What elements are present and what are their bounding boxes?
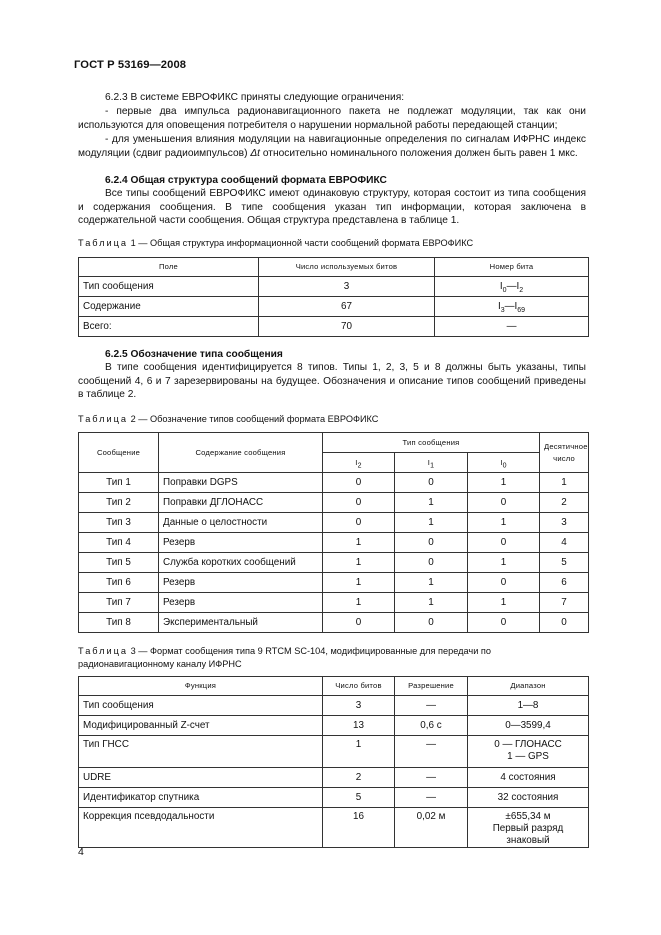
section-624-heading: 6.2.4 Общая структура сообщений формата ЕВРОФИКС xyxy=(105,175,387,186)
table-2-content: Резерв xyxy=(159,533,323,553)
table-2-header-i2 xyxy=(323,453,395,473)
section-623-bullet-2 xyxy=(78,133,586,160)
bit-to-subscript: 69 xyxy=(517,306,526,314)
table-2-message: Тип 6 xyxy=(79,573,159,593)
table-3-bits: 5 xyxy=(323,788,395,808)
table-3-function: Модифицированный Z-счет xyxy=(79,716,323,736)
table-2-bit-i1: 0 xyxy=(395,613,468,633)
bit-letter: I xyxy=(355,457,358,467)
table-2-content: Поправки ДГЛОНАСС xyxy=(159,493,323,513)
table-3-header-function: Функция xyxy=(79,677,323,696)
table-1-header-bit-number: Номер бита xyxy=(435,258,589,277)
table-2-message: Тип 5 xyxy=(79,553,159,573)
table-2-content: Служба коротких сообщений xyxy=(159,553,323,573)
table-3-header-bits: Число битов xyxy=(323,677,395,696)
table-1-field: Содержание xyxy=(79,297,259,317)
section-623-intro: 6.2.3 В системе ЕВРОФИКС приняты следующие ограничения: xyxy=(105,92,405,103)
table-2-decimal: 2 xyxy=(540,493,589,513)
table-3-range xyxy=(468,788,589,808)
table-2-bit-i0: 1 xyxy=(468,513,540,533)
bit-subscript: 1 xyxy=(430,462,435,470)
range-line-1: 0—3599,4 xyxy=(505,719,551,731)
table-row xyxy=(79,277,589,297)
table-2-header-decimal: Десятичное число xyxy=(540,433,589,473)
table-2-decimal: 7 xyxy=(540,593,589,613)
table-row xyxy=(79,613,589,633)
table-2-bit-i2: 0 xyxy=(323,513,395,533)
table-1-bit-range xyxy=(435,297,589,317)
table-row xyxy=(79,788,589,808)
table-1-caption-word: Таблица xyxy=(78,238,129,248)
table-2-message: Тип 8 xyxy=(79,613,159,633)
table-2-bit-i2: 1 xyxy=(323,593,395,613)
table-1-bits: 3 xyxy=(259,277,435,297)
bullet-2-text-after: относительно номинального положения должен быть равен 1 мкс. xyxy=(260,147,578,159)
range-line-2: Первый разряд знаковый xyxy=(492,823,564,846)
bit-subscript: 0 xyxy=(502,462,507,470)
bit-to: I xyxy=(516,280,520,292)
table-2-content: Резерв xyxy=(159,573,323,593)
table-3-caption-word: Таблица xyxy=(78,646,129,656)
table-2-bit-i0: 1 xyxy=(468,553,540,573)
table-3-resolution: — xyxy=(395,788,468,808)
range-line-2: 1 — GPS xyxy=(507,751,549,762)
table-3-header-row xyxy=(79,677,589,696)
table-1-field: Тип сообщения xyxy=(79,277,259,297)
table-2-bit-i1: 1 xyxy=(395,573,468,593)
table-2-caption xyxy=(78,413,588,426)
table-3-function: Тип сообщения xyxy=(79,696,323,716)
table-2-content: Экспериментальный xyxy=(159,613,323,633)
bit-from: I xyxy=(499,280,503,292)
table-3-header-range: Диапазон xyxy=(468,677,589,696)
range-line-1: 0 — ГЛОНАСС xyxy=(494,739,562,750)
bit-subscript: 2 xyxy=(357,462,362,470)
table-row xyxy=(79,297,589,317)
table-2-header-row xyxy=(79,433,589,453)
table-2-decimal: 6 xyxy=(540,573,589,593)
table-2-bit-i2: 1 xyxy=(323,533,395,553)
table-2-decimal: 4 xyxy=(540,533,589,553)
table-row xyxy=(79,593,589,613)
table-2-caption-word: Таблица xyxy=(78,414,129,424)
table-2-content: Данные о целостности xyxy=(159,513,323,533)
table-1-bit-range: — xyxy=(435,317,589,337)
table-1-header-row xyxy=(79,258,589,277)
table-row xyxy=(79,696,589,716)
table-row xyxy=(79,573,589,593)
table-3-function: Тип ГНСС xyxy=(79,736,323,768)
table-2-bit-i1: 1 xyxy=(395,593,468,613)
table-2-content: Резерв xyxy=(159,593,323,613)
table-2-bit-i0: 0 xyxy=(468,613,540,633)
table-3-resolution: 0,02 м xyxy=(395,808,468,848)
table-3-resolution: 0,6 с xyxy=(395,716,468,736)
table-1-header-field: Поле xyxy=(79,258,259,277)
table-2-content: Поправки DGPS xyxy=(159,473,323,493)
table-row xyxy=(79,768,589,788)
table-3-function: UDRE xyxy=(79,768,323,788)
table-2-bit-i0: 1 xyxy=(468,593,540,613)
range-dash: — xyxy=(504,300,515,312)
range-line-1: 4 состояния xyxy=(500,771,556,783)
table-2-decimal: 3 xyxy=(540,513,589,533)
table-2-header-i1 xyxy=(395,453,468,473)
bit-from: I xyxy=(497,300,501,312)
page-number: 4 xyxy=(78,846,84,858)
bit-from-subscript: 3 xyxy=(500,306,505,314)
table-2-header-type-group: Тип сообщения xyxy=(323,433,540,453)
table-2-bit-i0: 0 xyxy=(468,533,540,553)
table-1-bit-range xyxy=(435,277,589,297)
table-2-bit-i2: 1 xyxy=(323,553,395,573)
table-2-message: Тип 2 xyxy=(79,493,159,513)
table-3-range xyxy=(468,736,589,768)
table-3-function: Коррекция псевдодальности xyxy=(79,808,323,848)
table-3-resolution: — xyxy=(395,736,468,768)
range-line-1: 1—8 xyxy=(517,699,539,711)
table-3-caption xyxy=(78,645,588,670)
range-line-1: ±655,34 м xyxy=(505,811,551,822)
table-2-bit-i1: 0 xyxy=(395,533,468,553)
table-2-bit-i1: 0 xyxy=(395,553,468,573)
table-2-bit-i1: 1 xyxy=(395,493,468,513)
table-3-bits: 3 xyxy=(323,696,395,716)
table-1-caption-text: 1 — Общая структура информационной части сообщений формата ЕВРОФИКС xyxy=(130,238,474,248)
section-625-text: В типе сообщения идентифицируется 8 типов. Типы 1, 2, 3, 5 и 8 должны быть указаны, типы сообщений 4, 6 и 7 зарезервированы на будущее. Обозначения и описание типов сообщений приведены в таблице 2. xyxy=(78,362,586,401)
table-row xyxy=(79,716,589,736)
table-1 xyxy=(78,257,589,337)
table-1-field: Всего: xyxy=(79,317,259,337)
bit-to-subscript: 2 xyxy=(519,286,524,294)
table-3 xyxy=(78,676,589,848)
table-row xyxy=(79,736,589,768)
bit-letter: I xyxy=(427,457,431,467)
table-row xyxy=(79,493,589,513)
table-2-message: Тип 7 xyxy=(79,593,159,613)
table-2-header-message: Сообщение xyxy=(79,433,159,473)
section-625-heading: 6.2.5 Обозначение типа сообщения xyxy=(105,349,283,360)
table-3-bits: 1 xyxy=(323,736,395,768)
table-2-decimal: 1 xyxy=(540,473,589,493)
table-2-bit-i1: 0 xyxy=(395,473,468,493)
table-2-bit-i0: 0 xyxy=(468,493,540,513)
bit-to: I xyxy=(514,300,518,312)
table-row xyxy=(79,473,589,493)
table-3-range xyxy=(468,768,589,788)
table-3-range xyxy=(468,716,589,736)
delta-t-symbol: Δt xyxy=(250,147,260,159)
table-1-header-bits: Число используемых битов xyxy=(259,258,435,277)
table-2-bit-i0: 0 xyxy=(468,573,540,593)
table-2-bit-i0: 1 xyxy=(468,473,540,493)
table-1-bits: 70 xyxy=(259,317,435,337)
table-row xyxy=(79,513,589,533)
bit-from-subscript: 0 xyxy=(502,286,507,294)
table-3-resolution: — xyxy=(395,768,468,788)
table-2-message: Тип 1 xyxy=(79,473,159,493)
section-623-bullet-1: - первые два импульса радионавигационного пакета не подлежат модуляции, так как они используются для оповещения потребителя о нарушении нормальной работы передающей станции; xyxy=(78,106,586,131)
range-line-1: 32 состояния xyxy=(497,791,559,803)
table-3-range xyxy=(468,808,589,848)
table-row xyxy=(79,317,589,337)
table-2-bit-i2: 1 xyxy=(323,573,395,593)
table-2 xyxy=(78,432,589,633)
table-2-header-content: Содержание сообщения xyxy=(159,433,323,473)
table-1-bits: 67 xyxy=(259,297,435,317)
table-row xyxy=(79,808,589,848)
table-2-decimal: 0 xyxy=(540,613,589,633)
section-624-text: Все типы сообщений ЕВРОФИКС имеют одинаковую структуру, которая состоит из типа сообщения и содержания сообщения. В типе сообщения указан тип информации, которая заключена в содержательной части сообщения. Общая структура представлена в таблице 1. xyxy=(78,188,586,227)
table-1-caption xyxy=(78,237,588,250)
bullet-2-text-before: - для уменьшения влияния модуляции на навигационные определения по сигналам ИФРНС индекс модуляции (сдвиг радиоимпульсов) xyxy=(78,134,586,159)
range-dash: — xyxy=(506,280,517,292)
table-2-message: Тип 4 xyxy=(79,533,159,553)
table-2-caption-text: 2 — Обозначение типов сообщений формата ЕВРОФИКС xyxy=(130,414,379,424)
table-row xyxy=(79,553,589,573)
table-3-caption-text: 3 — Формат сообщения типа 9 RTCM SC-104, модифицированные для передачи по радионавигационному каналу ИФРНС xyxy=(78,646,491,669)
table-3-header-resolution: Разрешение xyxy=(395,677,468,696)
table-3-range xyxy=(468,696,589,716)
table-3-bits: 2 xyxy=(323,768,395,788)
table-2-header-i0 xyxy=(468,453,540,473)
table-2-bit-i1: 1 xyxy=(395,513,468,533)
table-row xyxy=(79,533,589,553)
table-2-bit-i2: 0 xyxy=(323,613,395,633)
table-3-function: Идентификатор спутника xyxy=(79,788,323,808)
table-3-bits: 16 xyxy=(323,808,395,848)
document-header: ГОСТ Р 53169—2008 xyxy=(74,59,187,71)
table-2-message: Тип 3 xyxy=(79,513,159,533)
table-3-bits: 13 xyxy=(323,716,395,736)
table-2-decimal: 5 xyxy=(540,553,589,573)
bit-letter: I xyxy=(500,457,503,467)
table-2-bit-i2: 0 xyxy=(323,473,395,493)
table-2-bit-i2: 0 xyxy=(323,493,395,513)
table-3-resolution: — xyxy=(395,696,468,716)
